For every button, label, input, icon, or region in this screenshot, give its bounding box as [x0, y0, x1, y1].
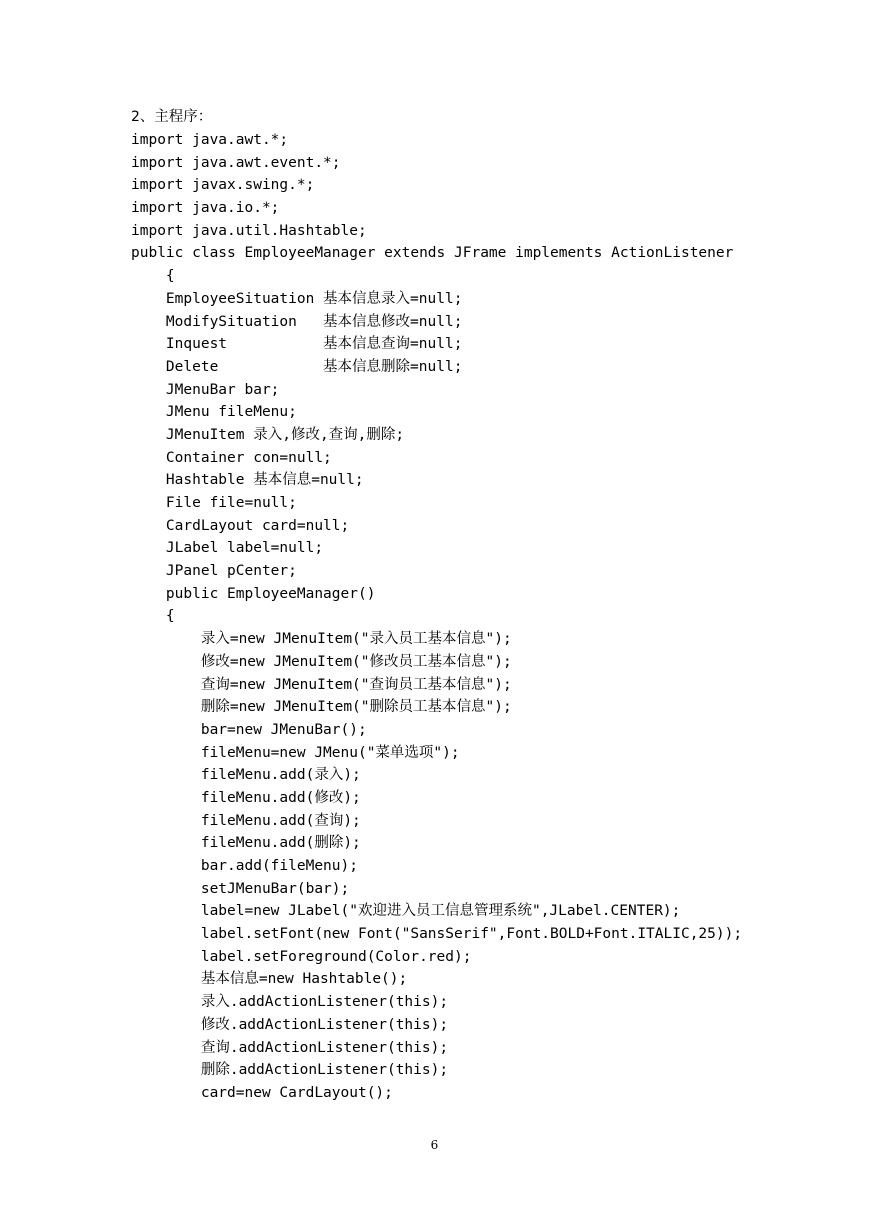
code-line: JPanel pCenter; [131, 563, 297, 580]
code-line: setJMenuBar(bar); [131, 880, 350, 897]
code-line: CardLayout card=null; [131, 517, 350, 534]
code-line: bar.add(fileMenu); [131, 858, 358, 874]
page-number: 6 [430, 1138, 439, 1152]
code-line: 修改=new JMenuItem("修改员工基本信息"); [131, 653, 512, 670]
code-line: fileMenu=new JMenu("菜单选项"); [131, 744, 460, 761]
code-line: Hashtable 基本信息=null; [131, 472, 364, 489]
code-line: { [131, 268, 175, 285]
code-line: Delete 基本信息删除=null; [131, 358, 463, 375]
code-line: JMenu fileMenu; [131, 404, 297, 421]
code-line: import java.awt.event.*; [131, 154, 341, 171]
code-line: label.setForeground(Color.red); [131, 948, 472, 965]
code-line: 删除.addActionListener(this); [131, 1062, 449, 1079]
code-line: { [131, 608, 175, 625]
code-line: EmployeeSituation 基本信息录入=null; [131, 290, 463, 307]
code-line: import javax.swing.*; [131, 177, 315, 194]
code-line: label.setFont(new Font("SansSerif",Font.BOLD+Font.ITALIC,25)); [131, 926, 743, 943]
code-line: fileMenu.add(查询); [131, 812, 361, 829]
code-line: JLabel label=null; [131, 540, 324, 557]
code-line: import java.awt.*; [131, 132, 289, 148]
code-line: 录入=new JMenuItem("录入员工基本信息"); [131, 631, 512, 648]
code-line: fileMenu.add(录入); [131, 767, 361, 784]
section-heading: 2、主程序： [131, 109, 213, 125]
code-line: JMenuBar bar; [131, 381, 280, 398]
code-listing [131, 129, 742, 1105]
code-line: bar=new JMenuBar(); [131, 721, 367, 738]
code-line: ModifySituation 基本信息修改=null; [131, 313, 463, 330]
code-line: 录入.addActionListener(this); [131, 994, 449, 1011]
code-line: 查询.addActionListener(this); [131, 1039, 449, 1056]
code-line: 删除=new JMenuItem("删除员工基本信息"); [131, 699, 512, 716]
code-line: fileMenu.add(修改); [131, 789, 361, 806]
code-line: File file=null; [131, 495, 297, 511]
code-line: label=new JLabel("欢迎进入员工信息管理系统",JLabel.CENTER); [131, 903, 681, 920]
code-line: fileMenu.add(删除); [131, 835, 361, 852]
code-line: Inquest 基本信息查询=null; [131, 336, 463, 353]
code-line: 基本信息=new Hashtable(); [131, 971, 408, 988]
code-line: import java.util.Hashtable; [131, 222, 367, 239]
code-line: import java.io.*; [131, 200, 280, 217]
code-line: 修改.addActionListener(this); [131, 1016, 449, 1033]
code-line: JMenuItem 录入,修改,查询,删除; [131, 426, 405, 443]
code-line: public class EmployeeManager extends JFrame implements ActionListener [131, 245, 734, 262]
code-line: public EmployeeManager() [131, 585, 376, 602]
code-line: 查询=new JMenuItem("查询员工基本信息"); [131, 676, 512, 693]
code-line: card=new CardLayout(); [131, 1084, 393, 1101]
code-line: Container con=null; [131, 449, 332, 466]
